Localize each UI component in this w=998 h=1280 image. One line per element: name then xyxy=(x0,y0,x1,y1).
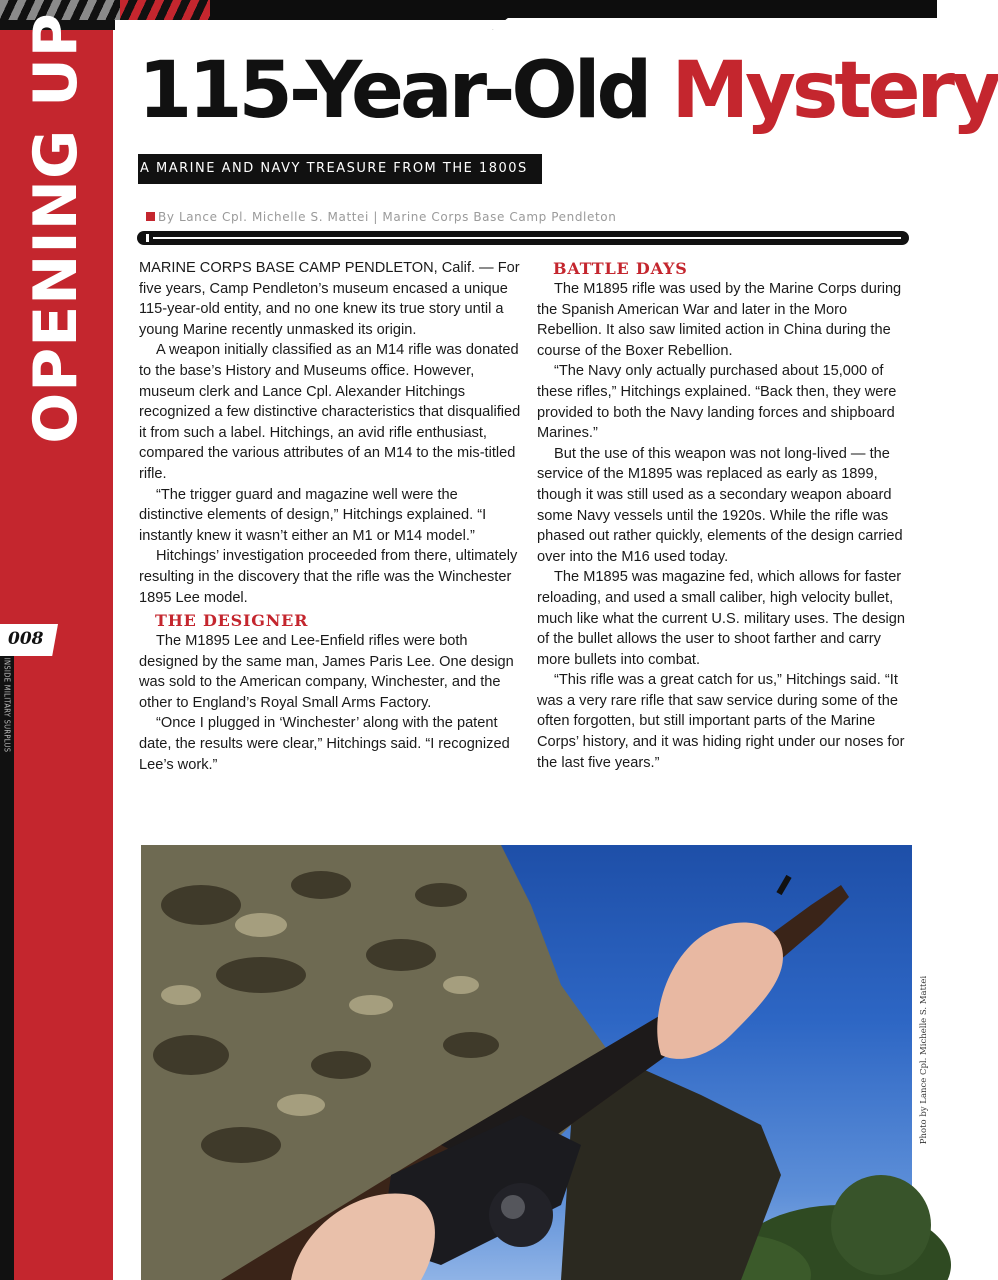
headline-part-1: 115-Year-Old xyxy=(138,46,672,136)
rifle-photo xyxy=(141,845,912,1280)
headline-part-2: Mystery xyxy=(671,46,998,136)
article-paragraph: The M1895 was magazine fed, which allows for faster reloading, and used a small caliber, high velocity bullet, much like what the current U.S. military uses. The design of the bullet allows the user to shoot farther and carry more bullets into combat. xyxy=(537,569,905,668)
article-column-right xyxy=(537,258,915,773)
article-paragraph: “This rifle was a great catch for us,” Hitchings said. “It was a very rare rifle that saw service during some of the often forgotten, but still important parts of the Marine Corps’ history, and it was hiding right under our noses for the last five years.” xyxy=(537,672,905,771)
section-label: OPENING UP xyxy=(21,12,91,444)
byline-marker-icon xyxy=(146,212,155,221)
article-paragraph: The M1895 rifle was used by the Marine Corps during the Spanish American War and later in the Moro Rebellion. It also saw limited action in China during the course of the Boxer Rebellion. xyxy=(537,281,902,359)
subheadline: A MARINE AND NAVY TREASURE FROM THE 1800S xyxy=(138,154,542,184)
article-paragraph: Hitchings’ investigation proceeded from there, ultimately resulting in the discovery that the rifle was the Winchester 1895 Lee model. xyxy=(139,548,518,606)
article-column-left xyxy=(139,258,521,775)
divider-rule-cap xyxy=(146,234,149,242)
rifle-photo-illustration xyxy=(141,845,912,1280)
top-banner-cutout xyxy=(115,20,515,34)
magazine-name: INSIDE MILITARY SURPLUS xyxy=(2,657,12,753)
section-heading-designer: THE DESIGNER xyxy=(155,611,309,631)
article-paragraph: The M1895 Lee and Lee-Enfield rifles were both designed by the same man, James Paris Lee. One design was sold to the American company, Winchester, and the other to England’s Royal Small Arms Factory. xyxy=(139,633,514,711)
article-paragraph: “The Navy only actually purchased about 15,000 of these rifles,” Hitchings explained. “Back then, they were provided to both the Navy landing forces and shipboard Marines.” xyxy=(537,363,897,442)
top-banner-cutout-right xyxy=(490,18,937,32)
section-heading-battle-days: BATTLE DAYS xyxy=(553,259,688,278)
byline xyxy=(146,210,616,224)
top-red-stripe-pattern xyxy=(120,0,210,20)
article-paragraph: But the use of this weapon was not long-lived — the service of the M1895 was replaced as early as 1899, though it was still used as a secondary weapon aboard some Navy vessels until the 1920s. While the rifle was phased out rather quickly, elements of the design carried over into the M16 used today. xyxy=(537,445,903,565)
byline-text: By Lance Cpl. Michelle S. Mattei | Marine Corps Base Camp Pendleton xyxy=(158,210,617,224)
divider-rule-inner-line xyxy=(153,237,901,239)
article-paragraph: MARINE CORPS BASE CAMP PENDLETON, Calif. — For five years, Camp Pendleton’s museum encased a unique 115-year-old entity, and no one knew its true story until a young Marine recently unmasked its origin. xyxy=(139,260,520,338)
article-paragraph: A weapon initially classified as an M14 rifle was donated to the base’s History and Museums office. However, museum clerk and Lance Cpl. Alexander Hitchings recognized a few distinctive characteristics that disqualified it from such a label. Hitchings, an avid rifle enthusiast, compared the various attributes of an M14 to the mis-titled rifle. xyxy=(139,342,521,482)
article-paragraph: “Once I plugged in ‘Winchester’ along with the patent date, the results were clear,” Hitchings said. “I recognized Lee’s work.” xyxy=(139,715,510,773)
photo-credit: Photo by Lance Cpl. Michelle S. Mattei xyxy=(919,975,929,1145)
top-hex-pattern xyxy=(210,0,937,20)
article-paragraph: “The trigger guard and magazine well were the distinctive elements of design,” Hitchings explained. “I instantly knew it wasn’t either an M1 or M14 model.” xyxy=(139,486,487,544)
headline xyxy=(138,46,998,136)
page-number: 008 xyxy=(8,629,44,649)
